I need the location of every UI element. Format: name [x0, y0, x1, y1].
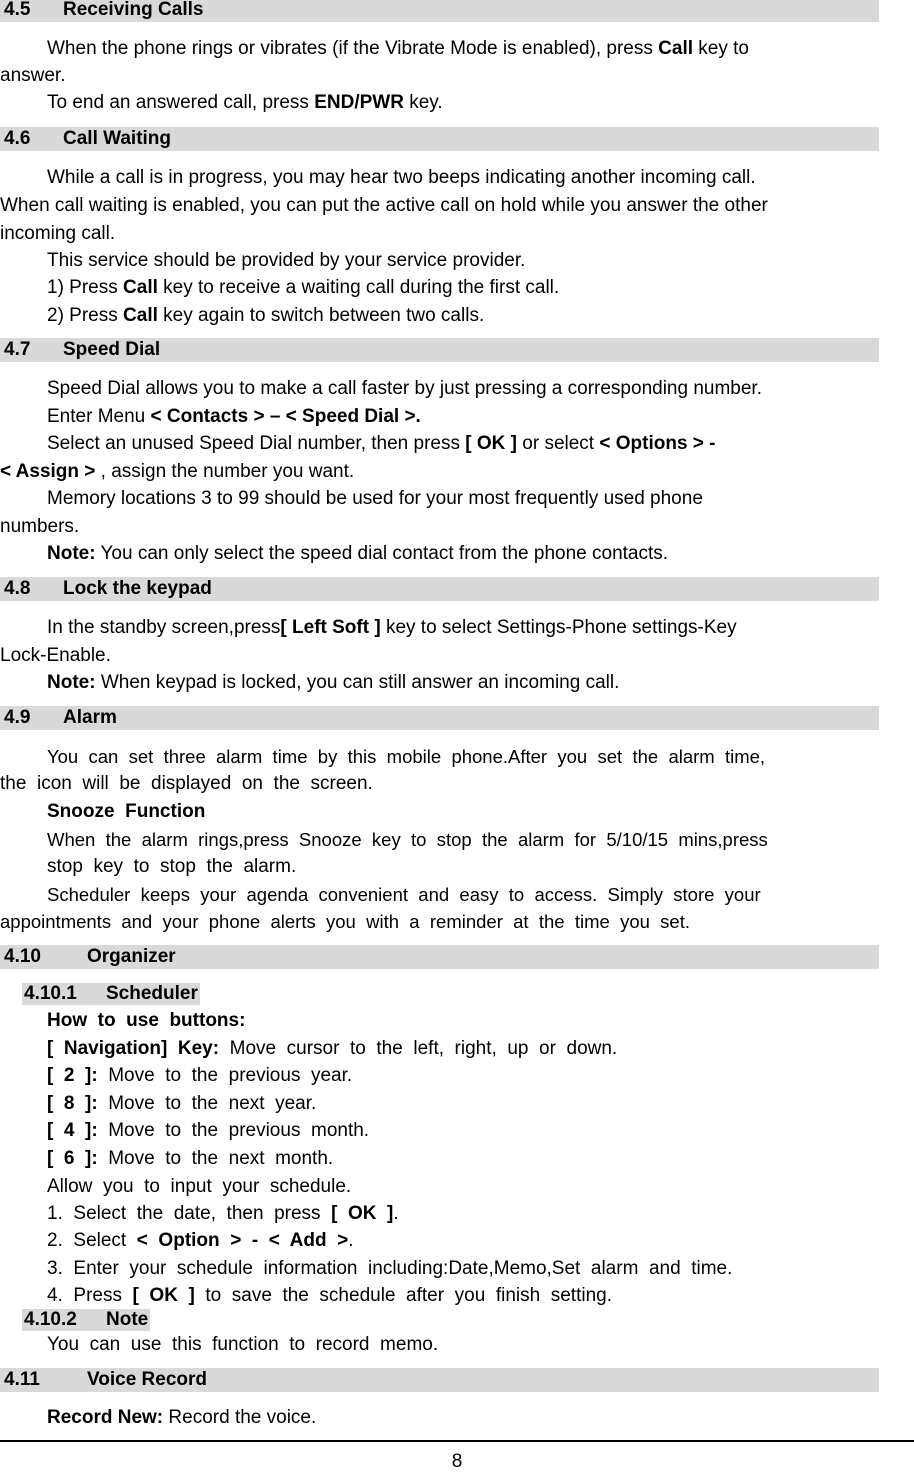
section-title: Organizer [87, 946, 176, 967]
paragraph-line: [ 4 ]: Move to the previous month. [47, 1120, 370, 1141]
footer-divider [0, 1440, 914, 1442]
paragraph-line: How to use buttons: [47, 1010, 246, 1031]
paragraph-line: stop key to stop the alarm. [47, 856, 297, 877]
paragraph-line: Memory locations 3 to 99 should be used for your most frequently used phone [47, 488, 703, 509]
paragraph-line: When the phone rings or vibrates (if the Vibrate Mode is enabled), press Call key to [47, 38, 749, 59]
subsection-number: 4.10.2 [24, 1309, 77, 1330]
paragraph-line: Speed Dial allows you to make a call faster by just pressing a corresponding number. [47, 378, 762, 399]
section-heading-4-8 [0, 577, 879, 601]
section-number: 4.9 [4, 707, 31, 728]
section-title: Receiving Calls [63, 0, 204, 20]
paragraph-line: 4. Press [ OK ] to save the schedule after you finish setting. [47, 1285, 612, 1306]
paragraph-line: appointments and your phone alerts you with a reminder at the time you set. [0, 911, 691, 932]
note-line: Note: When keypad is locked, you can still answer an incoming call. [47, 672, 620, 693]
paragraph-line: 2) Press Call key again to switch between two calls. [47, 305, 485, 326]
note-line: Note: You can only select the speed dial contact from the phone contacts. [47, 543, 669, 564]
paragraph-line: the icon will be displayed on the screen. [0, 773, 373, 794]
paragraph-line: 1. Select the date, then press [ OK ]. [47, 1203, 399, 1224]
subsection-heading-4-10-2 [22, 1309, 150, 1331]
paragraph-line: When the alarm rings,press Snooze key to stop the alarm for 5/10/15 mins,press [47, 829, 768, 850]
subsection-title: Note [106, 1309, 149, 1330]
section-heading-4-5 [0, 0, 879, 22]
paragraph-line: Allow you to input your schedule. [47, 1176, 352, 1197]
subsection-number: 4.10.1 [24, 983, 77, 1004]
section-number: 4.7 [4, 339, 31, 360]
paragraph-line: To end an answered call, press END/PWR key. [47, 92, 443, 113]
paragraph-line: incoming call. [0, 223, 116, 244]
subsection-title: Scheduler [106, 983, 198, 1004]
section-heading-4-9 [0, 706, 879, 730]
section-title: Call Waiting [63, 128, 172, 149]
paragraph-line: 1) Press Call key to receive a waiting call during the first call. [47, 277, 560, 298]
paragraph-line: answer. [0, 65, 66, 86]
paragraph-line: [ 6 ]: Move to the next month. [47, 1148, 334, 1169]
paragraph-line: Record New: Record the voice. [47, 1407, 317, 1428]
section-heading-4-11 [0, 1368, 879, 1392]
paragraph-line: You can use this function to record memo. [47, 1334, 439, 1355]
subsection-heading-4-10-1 [22, 983, 200, 1005]
paragraph-line: Scheduler keeps your agenda convenient and easy to access. Simply store your [47, 884, 761, 905]
paragraph-line: [ Navigation] Key: Move cursor to the left, right, up or down. [47, 1038, 618, 1059]
section-number: 4.5 [4, 0, 31, 20]
paragraph-line: Lock-Enable. [0, 645, 111, 666]
section-number: 4.10 [4, 946, 41, 967]
section-heading-4-6 [0, 127, 879, 151]
paragraph-line: < Assign > , assign the number you want. [0, 461, 355, 482]
page-number: 8 [451, 1451, 463, 1472]
paragraph-line: When call waiting is enabled, you can put the active call on hold while you answer the other [0, 195, 768, 216]
paragraph-line: Enter Menu < Contacts > – < Speed Dial >. [47, 406, 421, 427]
section-title: Alarm [63, 707, 117, 728]
paragraph-line: While a call is in progress, you may hear two beeps indicating another incoming call. [47, 167, 756, 188]
section-title: Speed Dial [63, 339, 161, 360]
paragraph-line: You can set three alarm time by this mobile phone.After you set the alarm time, [47, 746, 766, 767]
paragraph-line: In the standby screen,press[ Left Soft ] key to select Settings-Phone settings-Key [47, 617, 737, 638]
subheading-snooze: Snooze Function [47, 801, 206, 822]
section-number: 4.8 [4, 578, 31, 599]
section-heading-4-10 [0, 945, 879, 969]
paragraph-line: This service should be provided by your service provider. [47, 250, 526, 271]
paragraph-line: [ 2 ]: Move to the previous year. [47, 1065, 353, 1086]
section-number: 4.11 [4, 1369, 40, 1390]
section-title: Lock the keypad [63, 578, 212, 599]
section-heading-4-7 [0, 338, 879, 362]
paragraph-line: 2. Select < Option > - < Add >. [47, 1230, 354, 1251]
paragraph-line: 3. Enter your schedule information including:Date,Memo,Set alarm and time. [47, 1258, 733, 1279]
paragraph-line: [ 8 ]: Move to the next year. [47, 1093, 317, 1114]
paragraph-line: numbers. [0, 516, 80, 537]
section-title: Voice Record [87, 1369, 208, 1390]
section-number: 4.6 [4, 128, 31, 149]
paragraph-line: Select an unused Speed Dial number, then press [ OK ] or select < Options > - [47, 433, 716, 454]
